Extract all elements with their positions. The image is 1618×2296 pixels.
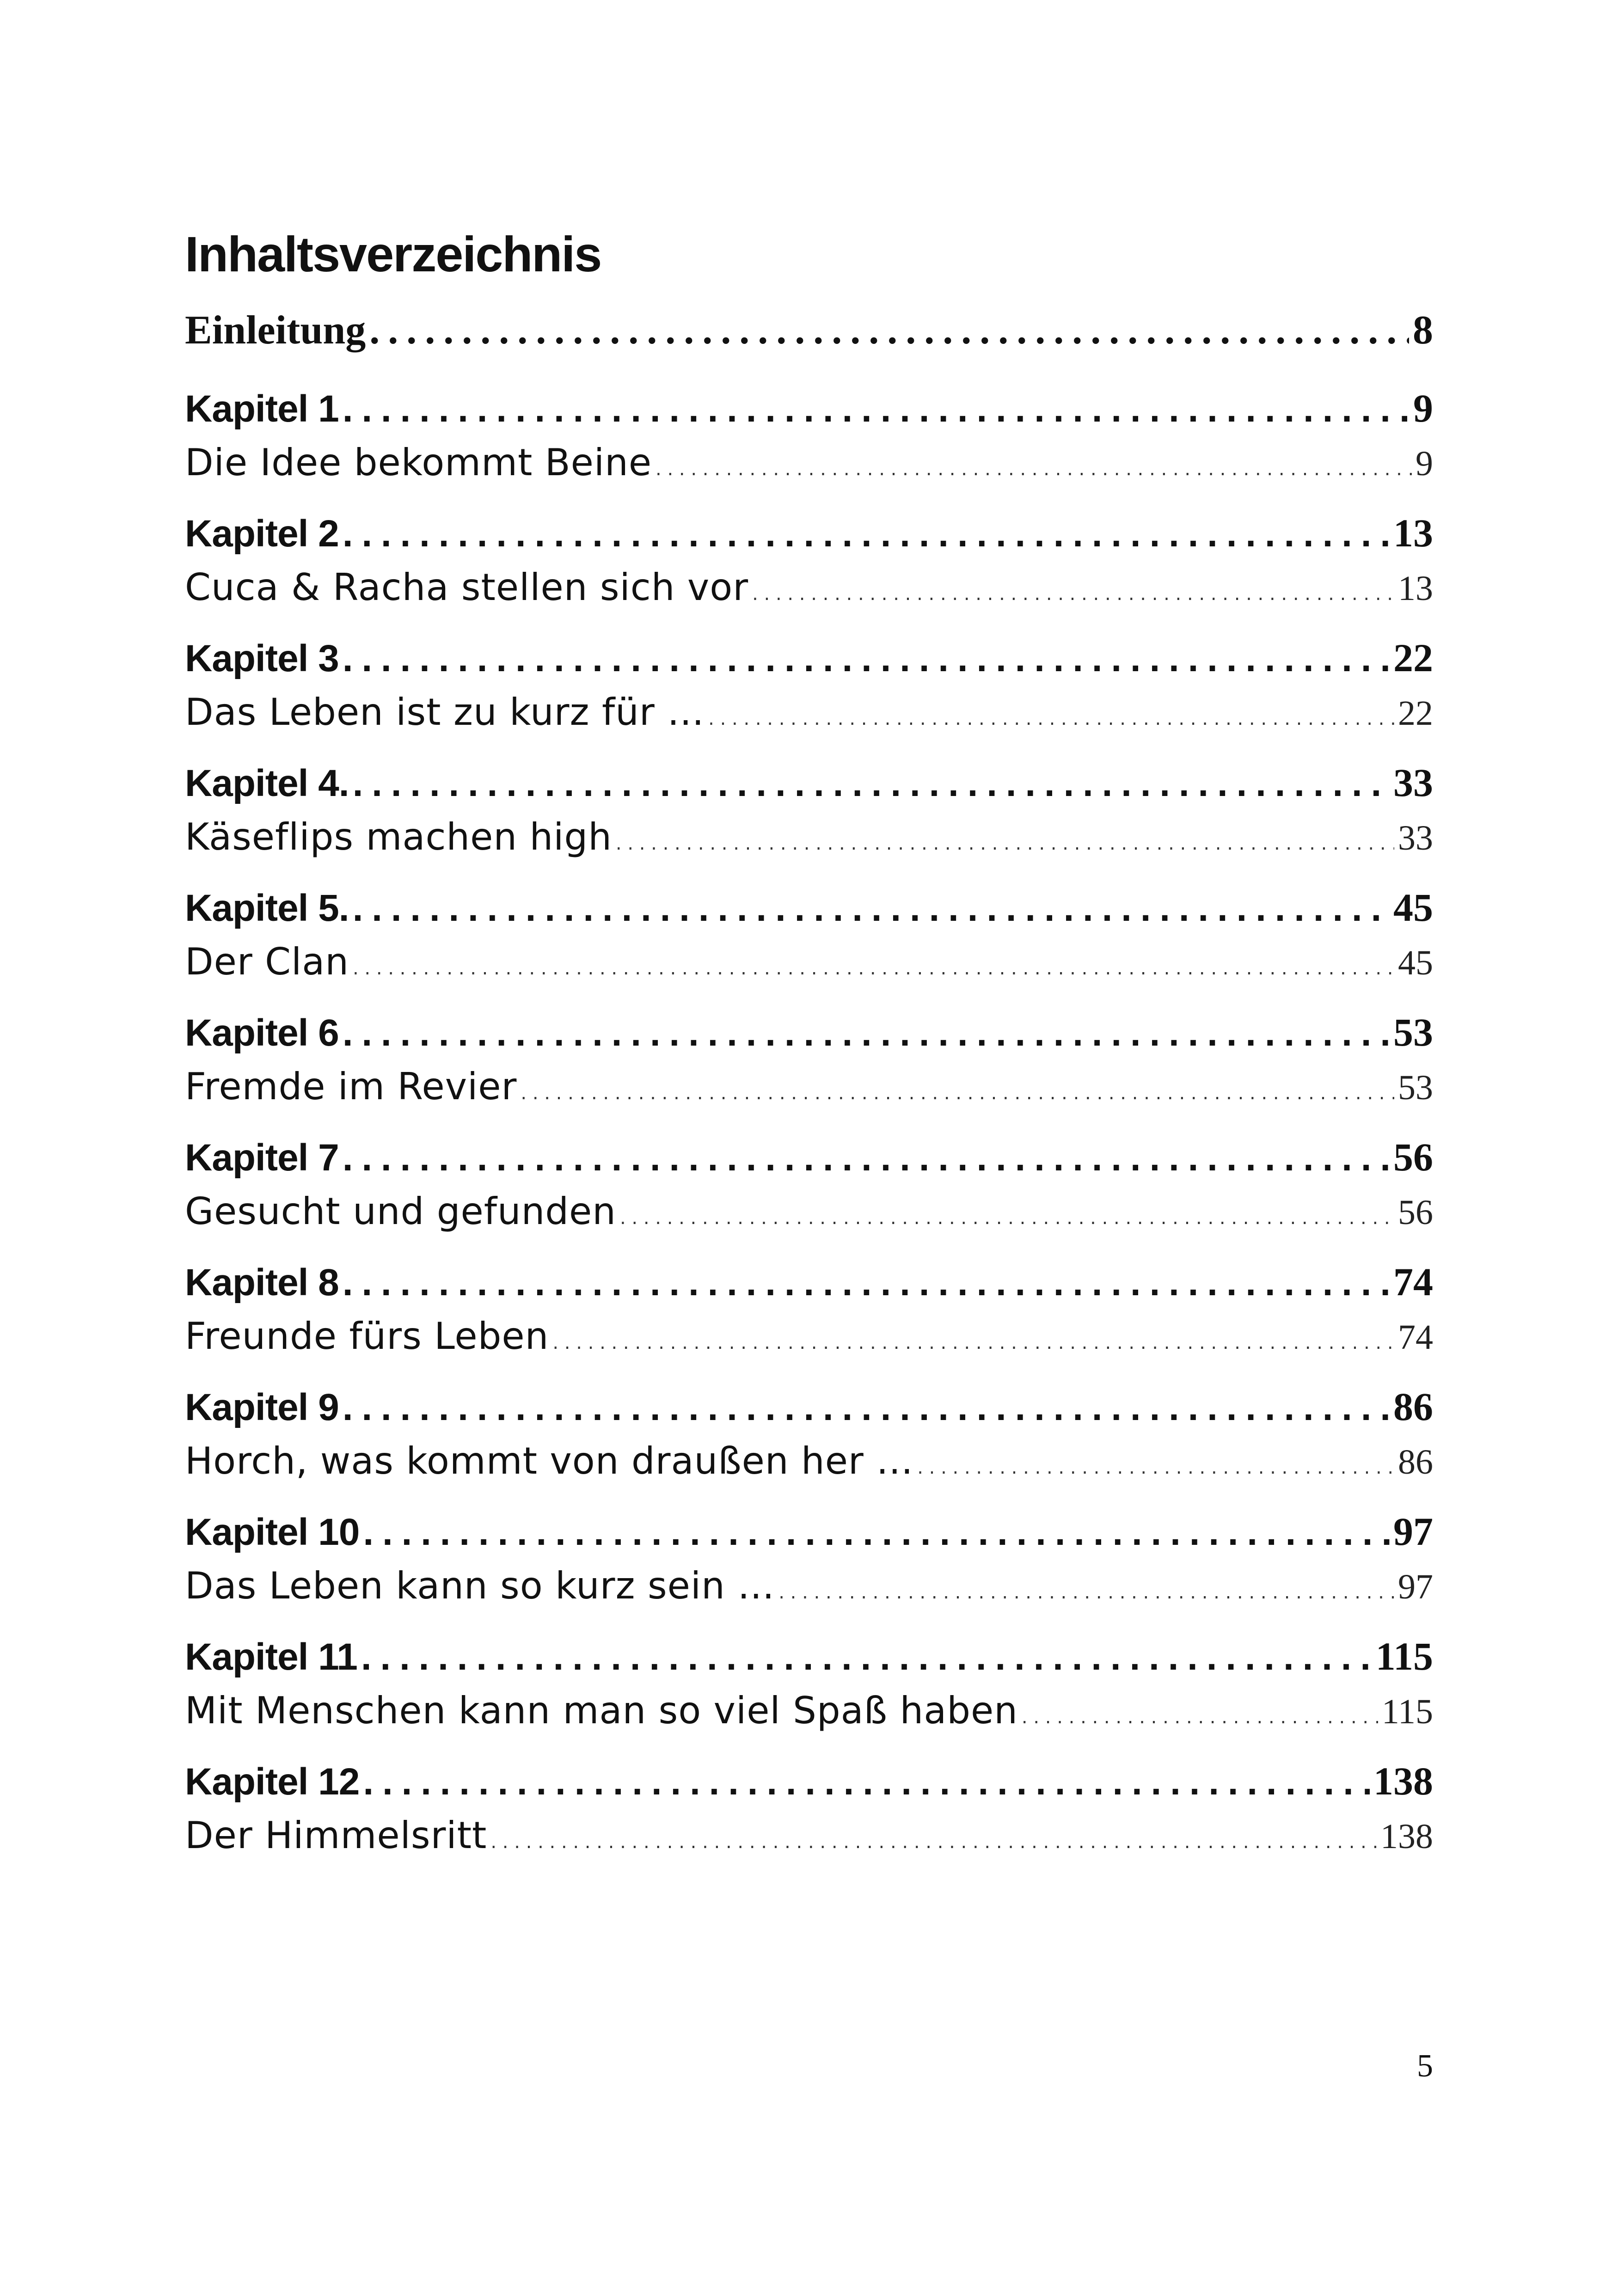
chapter-heading-page-number: 56	[1393, 1135, 1433, 1179]
toc-chapter-subtitle	[185, 435, 1433, 490]
toc-chapter-heading	[185, 880, 1433, 935]
toc-entry-page-number: 8	[1413, 308, 1433, 353]
dot-leader	[343, 1380, 1390, 1434]
chapter-heading-label: Kapitel 7	[185, 1137, 339, 1179]
dot-leader	[343, 1131, 1390, 1184]
toc-chapter-subtitle	[185, 1808, 1433, 1863]
chapter-heading-label: Kapitel 8	[185, 1261, 339, 1304]
toc-chapter-subtitle	[185, 1309, 1433, 1364]
chapter-subtitle-label: Cuca & Racha stellen sich vor	[185, 566, 749, 609]
toc-chapter-heading	[185, 631, 1433, 685]
toc-chapter-subtitle	[185, 1184, 1433, 1239]
chapter-subtitle-label: Der Himmelsritt	[185, 1814, 487, 1857]
chapter-subtitle-page-number: 138	[1380, 1817, 1433, 1856]
chapter-subtitle-label: Der Clan	[185, 940, 349, 983]
chapter-subtitle-label: Horch, was kommt von draußen her …	[185, 1439, 914, 1482]
dot-leader	[552, 1316, 1394, 1364]
chapter-subtitle-page-number: 13	[1398, 569, 1433, 608]
toc-chapter-heading	[185, 755, 1433, 810]
dot-leader	[1022, 1690, 1378, 1738]
dot-leader	[343, 382, 1410, 435]
dot-leader	[778, 1565, 1394, 1613]
chapter-heading-label: Kapitel 1	[185, 388, 339, 430]
chapter-subtitle-page-number: 53	[1398, 1068, 1433, 1107]
dot-leader	[620, 1191, 1394, 1239]
toc-title: Inhaltsverzeichnis	[185, 226, 601, 282]
chapter-subtitle-page-number: 86	[1398, 1443, 1433, 1482]
chapter-heading-page-number: 74	[1393, 1260, 1433, 1304]
chapter-heading-label: Kapitel 12	[185, 1761, 360, 1803]
toc-chapter-subtitle	[185, 935, 1433, 989]
dot-leader	[353, 756, 1390, 810]
chapter-subtitle-page-number: 45	[1398, 943, 1433, 982]
chapter-heading-label: Kapitel 10	[185, 1511, 360, 1553]
dot-leader	[369, 296, 1409, 365]
dot-leader	[361, 1630, 1372, 1684]
toc-chapter-subtitle	[185, 560, 1433, 615]
chapter-subtitle-label: Mit Menschen kann man so viel Spaß haben	[185, 1689, 1018, 1732]
chapter-heading-page-number: 13	[1393, 511, 1433, 555]
toc-chapter-subtitle	[185, 1559, 1433, 1613]
dot-leader	[343, 1006, 1390, 1059]
toc-chapter-heading	[185, 1379, 1433, 1434]
chapter-subtitle-page-number: 115	[1381, 1692, 1433, 1731]
toc-chapter-subtitle	[185, 810, 1433, 864]
dot-leader	[616, 816, 1394, 864]
chapter-subtitle-label: Gesucht und gefunden	[185, 1190, 616, 1233]
chapter-subtitle-label: Die Idee bekommt Beine	[185, 441, 652, 484]
chapter-subtitle-page-number: 74	[1398, 1318, 1433, 1357]
chapter-heading-page-number: 115	[1375, 1634, 1433, 1678]
dot-leader	[752, 567, 1394, 615]
toc-chapter-heading	[185, 1130, 1433, 1184]
chapter-heading-label: Kapitel 2	[185, 513, 339, 555]
dot-leader	[363, 1505, 1390, 1559]
toc-chapter-heading	[185, 506, 1433, 560]
chapter-subtitle-page-number: 97	[1398, 1567, 1433, 1606]
chapter-heading-page-number: 53	[1393, 1010, 1433, 1054]
chapter-subtitle-label: Das Leben ist zu kurz für …	[185, 691, 705, 734]
toc-entry-introduction	[185, 296, 1433, 365]
chapter-heading-label: Kapitel 5.	[185, 887, 349, 929]
chapter-heading-page-number: 33	[1393, 760, 1433, 805]
dot-leader	[343, 1255, 1390, 1309]
chapter-heading-page-number: 9	[1413, 386, 1433, 430]
dot-leader	[521, 1066, 1394, 1114]
chapter-subtitle-page-number: 22	[1398, 694, 1433, 733]
dot-leader	[353, 881, 1390, 935]
page-number: 5	[1417, 2048, 1433, 2084]
dot-leader	[363, 1755, 1370, 1808]
chapter-subtitle-page-number: 9	[1416, 444, 1433, 483]
chapter-heading-page-number: 22	[1393, 636, 1433, 680]
chapter-heading-label: Kapitel 6	[185, 1012, 339, 1054]
chapter-heading-label: Kapitel 4.	[185, 762, 349, 804]
toc-chapter-subtitle	[185, 1434, 1433, 1488]
dot-leader	[708, 692, 1394, 740]
toc-chapter-heading	[185, 1005, 1433, 1059]
toc-chapter-heading	[185, 1255, 1433, 1309]
chapter-subtitle-label: Fremde im Revier	[185, 1065, 517, 1108]
chapter-subtitle-page-number: 56	[1398, 1193, 1433, 1232]
toc-chapter-subtitle	[185, 1059, 1433, 1114]
dot-leader	[343, 631, 1390, 685]
chapter-heading-page-number: 86	[1393, 1384, 1433, 1429]
chapter-heading-page-number: 97	[1393, 1509, 1433, 1554]
toc-entry-label: Einleitung	[185, 308, 366, 353]
dot-leader	[656, 442, 1412, 490]
chapter-heading-page-number: 45	[1393, 885, 1433, 930]
dot-leader	[343, 507, 1390, 560]
chapter-list	[185, 381, 1433, 1863]
dot-leader	[917, 1440, 1394, 1488]
toc-chapter-subtitle	[185, 685, 1433, 740]
table-of-contents	[185, 217, 1433, 1863]
dot-leader	[490, 1815, 1377, 1863]
toc-chapter-heading	[185, 381, 1433, 435]
toc-chapter-heading	[185, 1629, 1433, 1684]
chapter-subtitle-label: Das Leben kann so kurz sein …	[185, 1564, 775, 1607]
chapter-subtitle-label: Freunde fürs Leben	[185, 1315, 549, 1358]
chapter-heading-label: Kapitel 11	[185, 1636, 357, 1678]
chapter-subtitle-page-number: 33	[1398, 819, 1433, 857]
toc-chapter-heading	[185, 1504, 1433, 1559]
chapter-heading-label: Kapitel 3	[185, 637, 339, 680]
chapter-subtitle-label: Käseflips machen high	[185, 815, 612, 858]
dot-leader	[353, 941, 1394, 989]
chapter-heading-page-number: 138	[1373, 1759, 1433, 1803]
chapter-heading-label: Kapitel 9	[185, 1386, 339, 1428]
toc-chapter-heading	[185, 1754, 1433, 1808]
toc-chapter-subtitle	[185, 1684, 1433, 1738]
